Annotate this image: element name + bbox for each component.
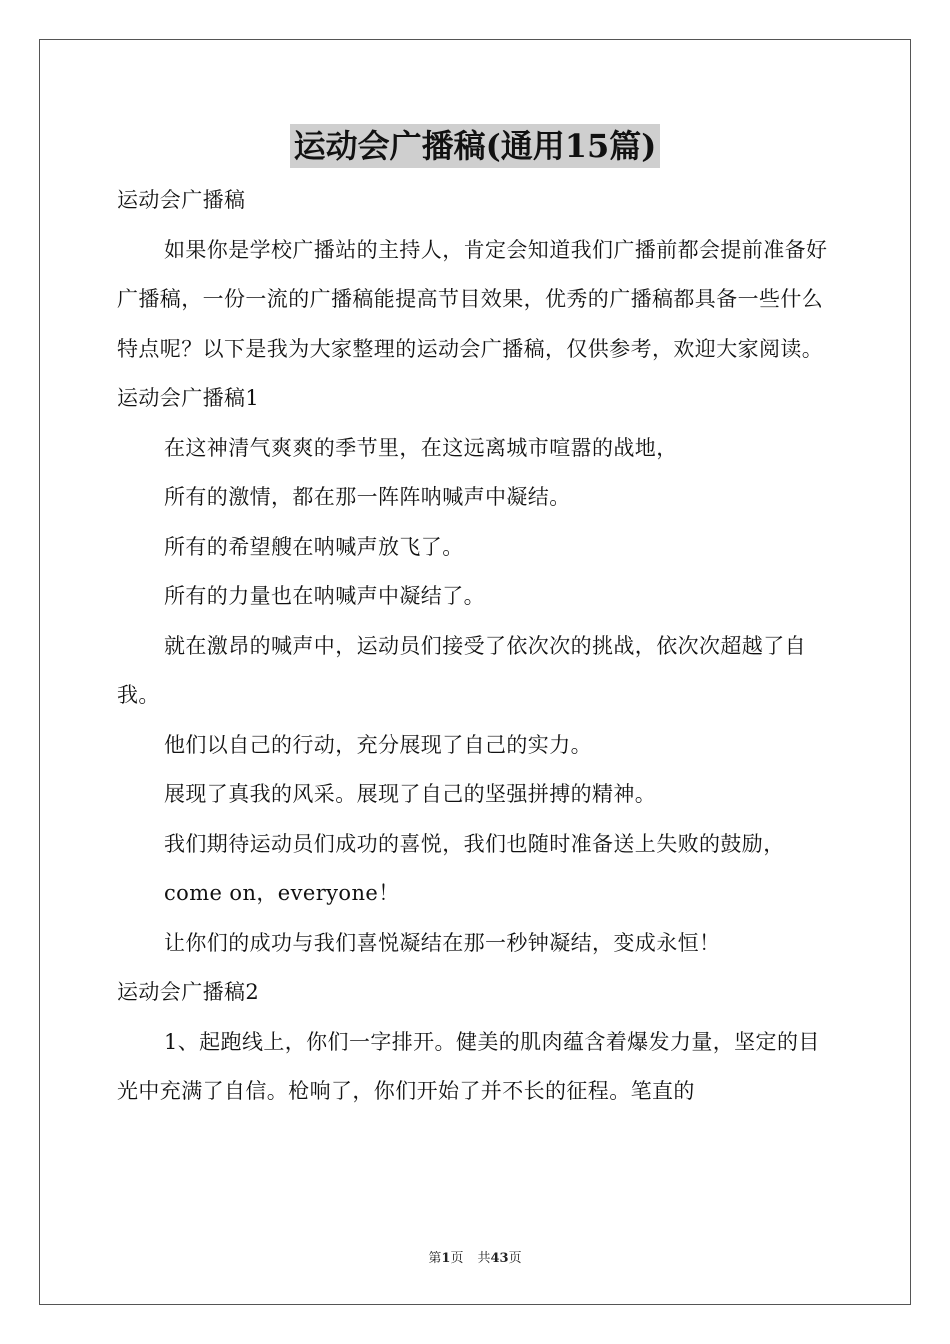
- paragraph: 让你们的成功与我们喜悦凝结在那一秒钟凝结，变成永恒！: [164, 930, 721, 955]
- paragraph: 就在激昂的喊声中，运动员们接受了依次次的挑战，依次次超越了自我。: [117, 633, 806, 707]
- page-prefix: 第: [428, 1251, 442, 1266]
- paragraph: 我们期待运动员们成功的喜悦，我们也随时准备送上失败的鼓励，: [164, 831, 785, 856]
- page-number: 1: [441, 1251, 451, 1266]
- page-suffix: 页: [450, 1251, 464, 1266]
- paragraph: 运动会广播稿: [117, 188, 246, 212]
- paragraph: 如果你是学校广播站的主持人，肯定会知道我们广播前都会提前准备好广播稿，一份一流的广播稿能提高节目效果，优秀的广播稿都具备一些什么特点呢？以下是我为大家整理的运动会广播稿，仅供参考，欢迎大家阅读。: [117, 237, 828, 361]
- paragraph: 他们以自己的行动，充分展现了自己的实力。: [164, 732, 592, 757]
- title-container: [0, 124, 950, 168]
- total-pages: 43: [490, 1251, 509, 1266]
- paragraph: 运动会广播稿2: [117, 980, 260, 1004]
- document-body: [117, 176, 837, 1117]
- paragraph: 展现了真我的风采。展现了自己的坚强拼搏的精神。: [164, 782, 657, 806]
- paragraph: 所有的力量也在呐喊声中凝结了。: [164, 584, 485, 608]
- paragraph: 1、起跑线上，你们一字排开。健美的肌肉蕴含着爆发力量，坚定的目光中充满了自信。枪响了，你们开始了并不长的征程。笔直的: [117, 1029, 820, 1103]
- paragraph: 运动会广播稿1: [117, 386, 260, 410]
- total-prefix: 共: [477, 1251, 491, 1266]
- total-suffix: 页: [508, 1251, 522, 1266]
- paragraph: 在这神清气爽爽的季节里，在这远离城市喧嚣的战地，: [164, 435, 678, 460]
- document-title: 运动会广播稿(通用15篇): [290, 124, 661, 168]
- paragraph: 所有的希望艘在呐喊声放飞了。: [164, 534, 464, 559]
- page-footer: [0, 1247, 950, 1266]
- paragraph: come on，everyone！: [164, 881, 400, 905]
- paragraph: 所有的激情，都在那一阵阵呐喊声中凝结。: [164, 485, 571, 509]
